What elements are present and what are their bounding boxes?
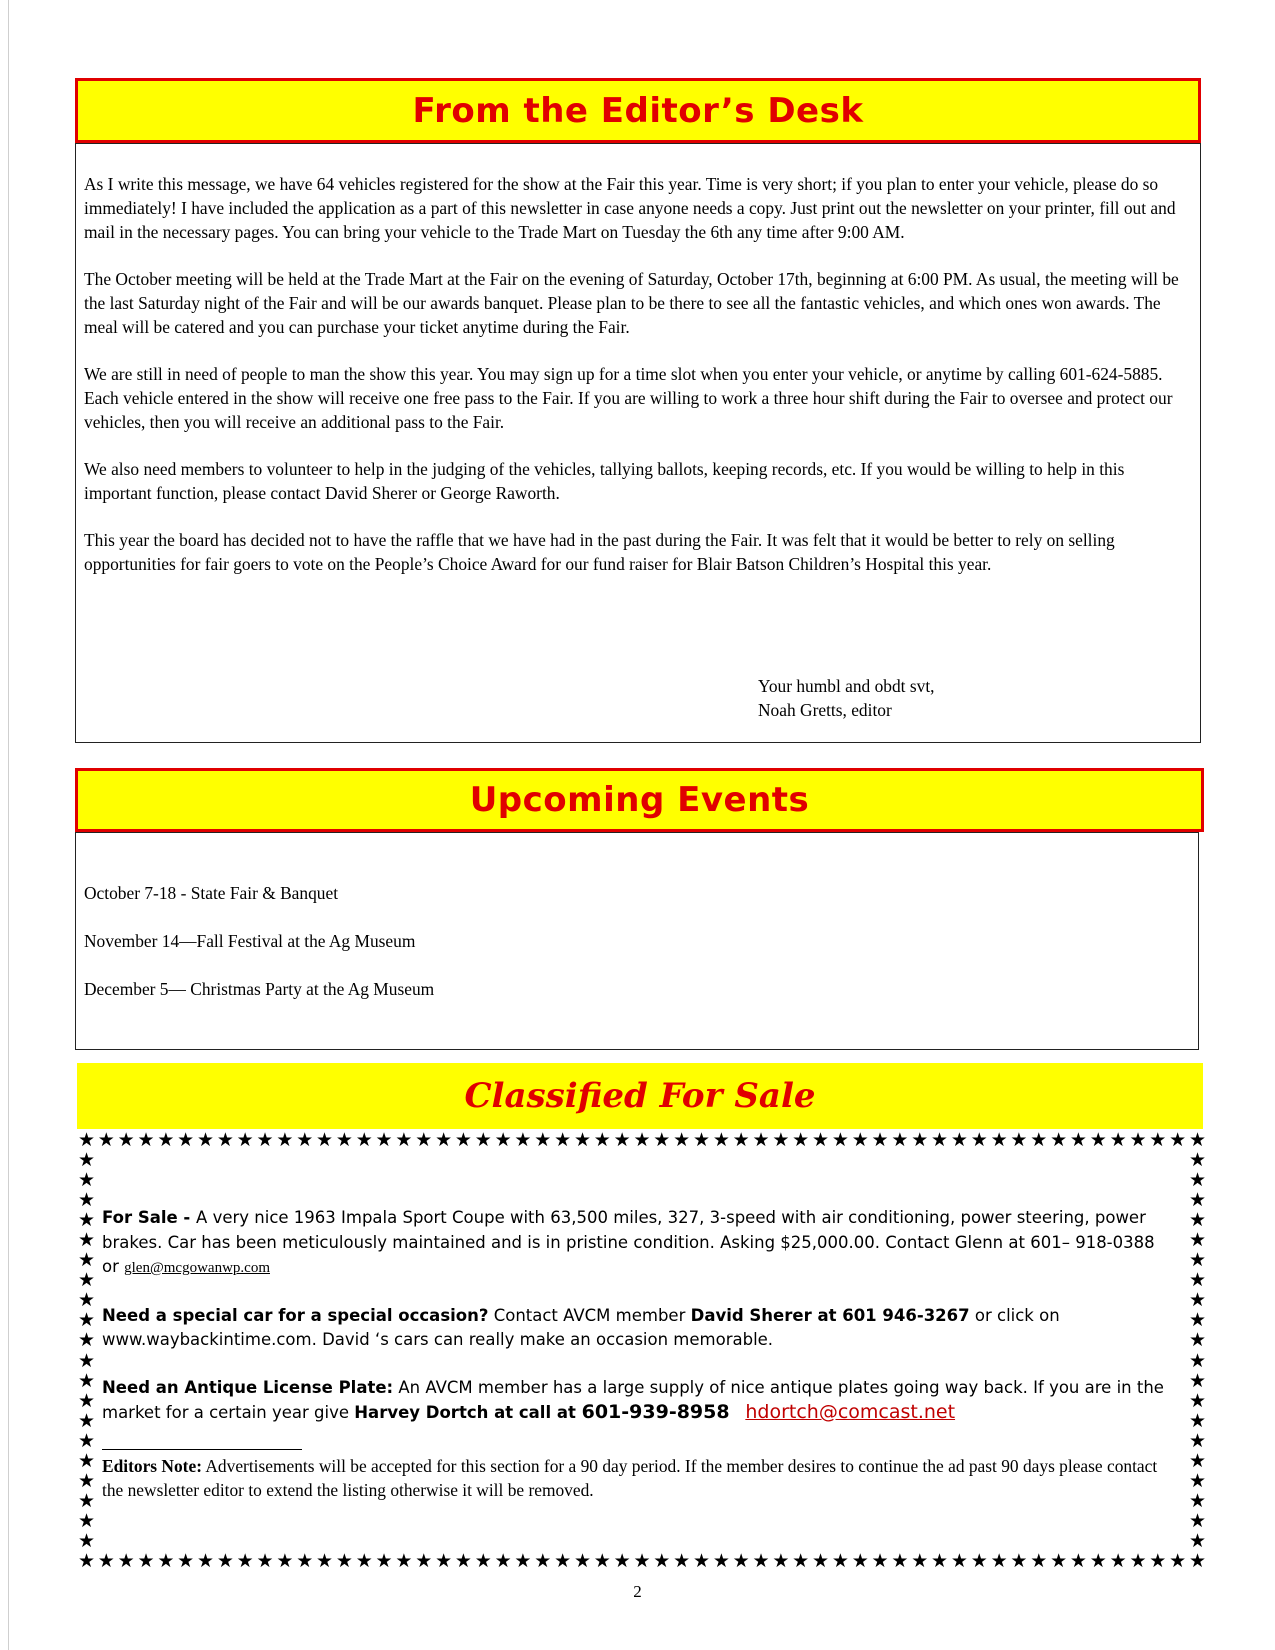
star-border-icon: ★ <box>77 1409 96 1432</box>
star-border-icon: ★ <box>177 1129 195 1151</box>
editor-section-banner <box>75 78 1201 143</box>
star-border-icon: ★ <box>831 1129 849 1151</box>
star-border-icon: ★ <box>77 1349 96 1372</box>
classified-ad-license-plate <box>102 1376 1172 1426</box>
star-border-icon: ★ <box>990 1550 1008 1572</box>
page-number: 2 <box>633 1582 642 1601</box>
ad-text: A very nice 1963 Impala Sport Coupe with 63,500 miles, 327, 3-speed with air conditioning, power steering, power brakes. Car has been meticulously maintained and is in pristine condition. Asking $25,000.00. Contact Glenn at 601– 918-0388 or <box>102 1208 1155 1276</box>
star-border-icon: ★ <box>157 1129 175 1151</box>
star-border-icon: ★ <box>1188 1369 1207 1392</box>
star-border-icon: ★ <box>77 1309 96 1332</box>
ad-label: Need a special car for a special occasion? <box>102 1305 489 1325</box>
star-border-icon: ★ <box>1050 1129 1068 1151</box>
star-border-icon: ★ <box>534 1550 552 1572</box>
star-border-icon: ★ <box>197 1129 215 1151</box>
star-border-icon: ★ <box>613 1129 631 1151</box>
star-border-icon: ★ <box>494 1129 512 1151</box>
star-border-icon: ★ <box>732 1129 750 1151</box>
star-border-icon: ★ <box>931 1129 949 1151</box>
star-border-icon: ★ <box>1069 1129 1087 1151</box>
ad-text: or click on www.waybackintime.com. David ‘s cars can really make an occasion memorable. <box>102 1305 1060 1349</box>
star-border-icon: ★ <box>77 1289 96 1312</box>
star-border-icon: ★ <box>1010 1550 1028 1572</box>
star-border-icon: ★ <box>1188 1389 1207 1412</box>
star-border-icon: ★ <box>911 1550 929 1572</box>
star-border-icon: ★ <box>1188 1509 1207 1532</box>
event-item: November 14—Fall Festival at the Ag Museum <box>84 931 416 951</box>
star-border-icon: ★ <box>712 1129 730 1151</box>
events-section-banner <box>75 768 1204 832</box>
star-border-icon: ★ <box>177 1550 195 1572</box>
star-border-icon: ★ <box>1129 1129 1147 1151</box>
star-border-icon: ★ <box>77 1369 96 1392</box>
star-border-icon: ★ <box>812 1550 830 1572</box>
star-border-icon: ★ <box>950 1550 968 1572</box>
star-border-icon: ★ <box>593 1129 611 1151</box>
star-border-icon: ★ <box>1169 1550 1187 1572</box>
star-border-icon: ★ <box>931 1550 949 1572</box>
events-section-box <box>75 832 1199 1050</box>
star-border-icon: ★ <box>831 1550 849 1572</box>
star-border-icon: ★ <box>77 1449 96 1472</box>
star-border-icon: ★ <box>375 1129 393 1151</box>
star-border-icon: ★ <box>534 1129 552 1151</box>
star-border-icon: ★ <box>474 1129 492 1151</box>
star-border-icon: ★ <box>772 1550 790 1572</box>
star-border-icon: ★ <box>335 1129 353 1151</box>
star-border-icon: ★ <box>554 1129 572 1151</box>
star-border-icon: ★ <box>1109 1550 1127 1572</box>
star-border-icon: ★ <box>1030 1550 1048 1572</box>
star-border-icon: ★ <box>375 1550 393 1572</box>
star-border-icon: ★ <box>871 1129 889 1151</box>
star-border-icon: ★ <box>435 1129 453 1151</box>
ad-text: An AVCM member has a large supply of nice antique plates going way back. If you are in the market for a certain year give <box>102 1377 1164 1422</box>
ad-contact: Harvey Dortch at call at <box>354 1403 582 1422</box>
star-border-icon: ★ <box>653 1550 671 1572</box>
star-border-icon: ★ <box>316 1129 334 1151</box>
events-section-title: Upcoming Events <box>469 780 810 820</box>
star-border-icon: ★ <box>316 1550 334 1572</box>
star-border-icon: ★ <box>97 1550 115 1572</box>
ad-email-link[interactable]: hdortch@comcast.net <box>745 1401 956 1423</box>
star-border-icon: ★ <box>236 1550 254 1572</box>
classified-ads <box>102 1206 1172 1502</box>
star-border-icon: ★ <box>256 1550 274 1572</box>
star-border-icon: ★ <box>911 1129 929 1151</box>
star-border-icon: ★ <box>970 1129 988 1151</box>
page-edge-rule <box>8 0 9 1650</box>
ad-label: For Sale - <box>102 1208 197 1227</box>
star-border-icon: ★ <box>1188 1449 1207 1472</box>
star-border-icon: ★ <box>77 1249 96 1272</box>
star-border-icon: ★ <box>77 1550 96 1572</box>
ad-contact: David Sherer at 601 946-3267 <box>690 1305 970 1325</box>
star-border-icon: ★ <box>395 1550 413 1572</box>
note-label: Editors Note: <box>102 1455 202 1476</box>
star-border-icon: ★ <box>792 1129 810 1151</box>
star-border-icon: ★ <box>296 1550 314 1572</box>
editor-section-box <box>75 143 1201 743</box>
star-border-icon: ★ <box>891 1550 909 1572</box>
star-border-icon: ★ <box>1149 1550 1167 1572</box>
star-border-icon: ★ <box>77 1189 96 1212</box>
star-border-icon: ★ <box>355 1129 373 1151</box>
star-border-icon: ★ <box>692 1129 711 1151</box>
star-border-icon: ★ <box>752 1129 770 1151</box>
star-border-icon: ★ <box>1089 1550 1107 1572</box>
star-border-icon: ★ <box>276 1129 294 1151</box>
editors-note <box>102 1454 1172 1502</box>
star-border-icon: ★ <box>1109 1129 1127 1151</box>
editor-paragraph: We are still in need of people to man the show this year. You may sign up for a time slot when you enter your vehicle, or anytime by calling 601-624-5885. Each vehicle entered in the show will receive one free pass to the Fair. If you are willing to work a three hour shift during the Fair to oversee and protect our vehicles, then you will receive an additional pass to the Fair. <box>84 364 1173 432</box>
star-border-icon: ★ <box>1188 1489 1207 1512</box>
star-border-icon: ★ <box>613 1550 631 1572</box>
editor-paragraph: As I write this message, we have 64 vehicles registered for the show at the Fair this year. Time is very short; if you plan to enter your vehicle, please do so immediately! I have included the application as a part of this newsletter in case anyone needs a copy. Just print out the newsletter on your printer, fill out and mail in the necessary pages. You can bring your vehicle to the Trade Mart on Tuesday the 6th any time after 9:00 AM. <box>84 174 1176 242</box>
star-border-icon: ★ <box>77 1329 96 1352</box>
ad-email-link[interactable]: glen@mcgowanwp.com <box>124 1260 270 1276</box>
star-border-icon: ★ <box>77 1129 96 1151</box>
star-border-icon: ★ <box>573 1550 591 1572</box>
star-border-icon: ★ <box>692 1550 711 1572</box>
star-border-icon: ★ <box>435 1550 453 1572</box>
star-border-icon: ★ <box>1188 1329 1207 1352</box>
star-border-icon: ★ <box>77 1149 96 1172</box>
star-border-icon: ★ <box>197 1550 215 1572</box>
star-border-icon: ★ <box>970 1550 988 1572</box>
star-border-icon: ★ <box>1069 1550 1087 1572</box>
star-border-icon: ★ <box>732 1550 750 1572</box>
star-border-icon: ★ <box>355 1550 373 1572</box>
star-border-icon: ★ <box>673 1129 691 1151</box>
star-border-icon: ★ <box>1188 1429 1207 1452</box>
star-border-icon: ★ <box>653 1129 671 1151</box>
star-border-icon: ★ <box>474 1550 492 1572</box>
star-border-icon: ★ <box>137 1550 155 1572</box>
star-border-icon: ★ <box>256 1129 274 1151</box>
star-border-icon: ★ <box>77 1229 96 1252</box>
star-border-icon: ★ <box>77 1169 96 1192</box>
star-border-icon: ★ <box>77 1209 96 1232</box>
star-border-icon: ★ <box>1188 1409 1207 1432</box>
star-border-icon: ★ <box>97 1129 115 1151</box>
separator-line <box>102 1449 302 1450</box>
star-border-icon: ★ <box>712 1550 730 1572</box>
signoff-name: Noah Gretts, editor <box>758 700 892 720</box>
star-border-icon: ★ <box>1188 1229 1207 1252</box>
star-border-icon: ★ <box>415 1550 433 1572</box>
star-border-icon: ★ <box>851 1550 869 1572</box>
star-border-icon: ★ <box>1188 1149 1207 1172</box>
event-item: October 7-18 - State Fair & Banquet <box>84 883 339 903</box>
star-border-icon: ★ <box>1188 1550 1207 1572</box>
editor-signoff <box>758 674 935 722</box>
star-border-icon: ★ <box>77 1389 96 1412</box>
event-item: December 5— Christmas Party at the Ag Museum <box>84 979 435 999</box>
signoff-line: Your humbl and obdt svt, <box>758 676 935 696</box>
star-border-icon: ★ <box>673 1550 691 1572</box>
star-border-icon: ★ <box>454 1550 472 1572</box>
ad-text: Contact AVCM member <box>488 1305 691 1325</box>
star-border-icon: ★ <box>77 1509 96 1532</box>
star-border-icon: ★ <box>1188 1169 1207 1192</box>
classified-section-banner <box>77 1063 1203 1129</box>
star-border-icon: ★ <box>1050 1550 1068 1572</box>
star-border-icon: ★ <box>514 1550 532 1572</box>
star-border-icon: ★ <box>891 1129 909 1151</box>
star-border-icon: ★ <box>454 1129 472 1151</box>
editor-section-title: From the Editor’s Desk <box>412 90 864 131</box>
star-border-icon: ★ <box>415 1129 433 1151</box>
star-border-icon: ★ <box>77 1529 96 1552</box>
star-border-icon: ★ <box>812 1129 830 1151</box>
star-border-icon: ★ <box>395 1129 413 1151</box>
star-border-icon: ★ <box>216 1550 234 1572</box>
editor-paragraph: We also need members to volunteer to help in the judging of the vehicles, tallying ballots, keeping records, etc. If you would be willing to help in this important function, please contact David Sherer or George Raworth. <box>84 459 1125 503</box>
star-border-icon: ★ <box>77 1489 96 1512</box>
star-border-icon: ★ <box>77 1429 96 1452</box>
editor-paragraph: This year the board has decided not to have the raffle that we have had in the past during the Fair. It was felt that it would be better to rely on selling opportunities for fair goers to vote on the People’s Choice Award for our fund raiser for Blair Batson Children’s Hospital this year. <box>84 530 1115 574</box>
star-border-icon: ★ <box>494 1550 512 1572</box>
star-border-icon: ★ <box>117 1550 135 1572</box>
star-border-icon: ★ <box>1030 1129 1048 1151</box>
star-border-icon: ★ <box>137 1129 155 1151</box>
star-border-icon: ★ <box>276 1550 294 1572</box>
star-border-icon: ★ <box>772 1129 790 1151</box>
star-border-icon: ★ <box>1188 1349 1207 1372</box>
ad-phone: 601-939-8958 <box>581 1401 730 1423</box>
editor-paragraph: The October meeting will be held at the Trade Mart at the Fair on the evening of Saturday, October 17th, beginning at 6:00 PM. As usual, the meeting will be the last Saturday night of the Fair and will be our awards banquet. Please plan to be there to see all the fantastic vehicles, and which ones won awards. The meal will be catered and you can purchase your ticket anytime during the Fair. <box>84 269 1179 337</box>
classified-ad-impala <box>102 1206 1172 1281</box>
star-border-icon: ★ <box>1188 1469 1207 1492</box>
star-border-icon: ★ <box>593 1550 611 1572</box>
star-border-icon: ★ <box>1188 1269 1207 1292</box>
star-border-icon: ★ <box>296 1129 314 1151</box>
star-border-icon: ★ <box>752 1550 770 1572</box>
star-border-icon: ★ <box>1089 1129 1107 1151</box>
classified-section-title: Classified For Sale <box>464 1076 816 1116</box>
star-border-icon: ★ <box>1188 1209 1207 1232</box>
star-border-icon: ★ <box>1188 1529 1207 1552</box>
star-border-icon: ★ <box>1129 1550 1147 1572</box>
classified-ad-special-car <box>102 1304 1172 1353</box>
ad-label: Need an Antique License Plate: <box>102 1377 394 1397</box>
star-border-icon: ★ <box>633 1550 651 1572</box>
star-border-icon: ★ <box>1188 1129 1207 1151</box>
star-border-icon: ★ <box>851 1129 869 1151</box>
star-border-icon: ★ <box>216 1129 234 1151</box>
star-border-icon: ★ <box>335 1550 353 1572</box>
star-border-icon: ★ <box>871 1550 889 1572</box>
star-border-icon: ★ <box>236 1129 254 1151</box>
star-border-icon: ★ <box>157 1550 175 1572</box>
star-border-icon: ★ <box>633 1129 651 1151</box>
star-border-icon: ★ <box>573 1129 591 1151</box>
star-border-icon: ★ <box>554 1550 572 1572</box>
star-border-icon: ★ <box>514 1129 532 1151</box>
star-border-icon: ★ <box>77 1269 96 1292</box>
star-border-icon: ★ <box>1010 1129 1028 1151</box>
star-border-icon: ★ <box>950 1129 968 1151</box>
star-border-icon: ★ <box>990 1129 1008 1151</box>
star-border-icon: ★ <box>1149 1129 1167 1151</box>
star-border-icon: ★ <box>1188 1249 1207 1272</box>
star-border-icon: ★ <box>1188 1309 1207 1332</box>
star-border-icon: ★ <box>1169 1129 1187 1151</box>
star-border-icon: ★ <box>1188 1189 1207 1212</box>
note-text: Advertisements will be accepted for this section for a 90 day period. If the member desires to continue the ad past 90 days please contact the newsletter editor to extend the listing otherwise it will be removed. <box>102 1455 1158 1500</box>
star-border-icon: ★ <box>117 1129 135 1151</box>
star-border-icon: ★ <box>1188 1289 1207 1312</box>
star-border-icon: ★ <box>792 1550 810 1572</box>
star-border-icon: ★ <box>77 1469 96 1492</box>
